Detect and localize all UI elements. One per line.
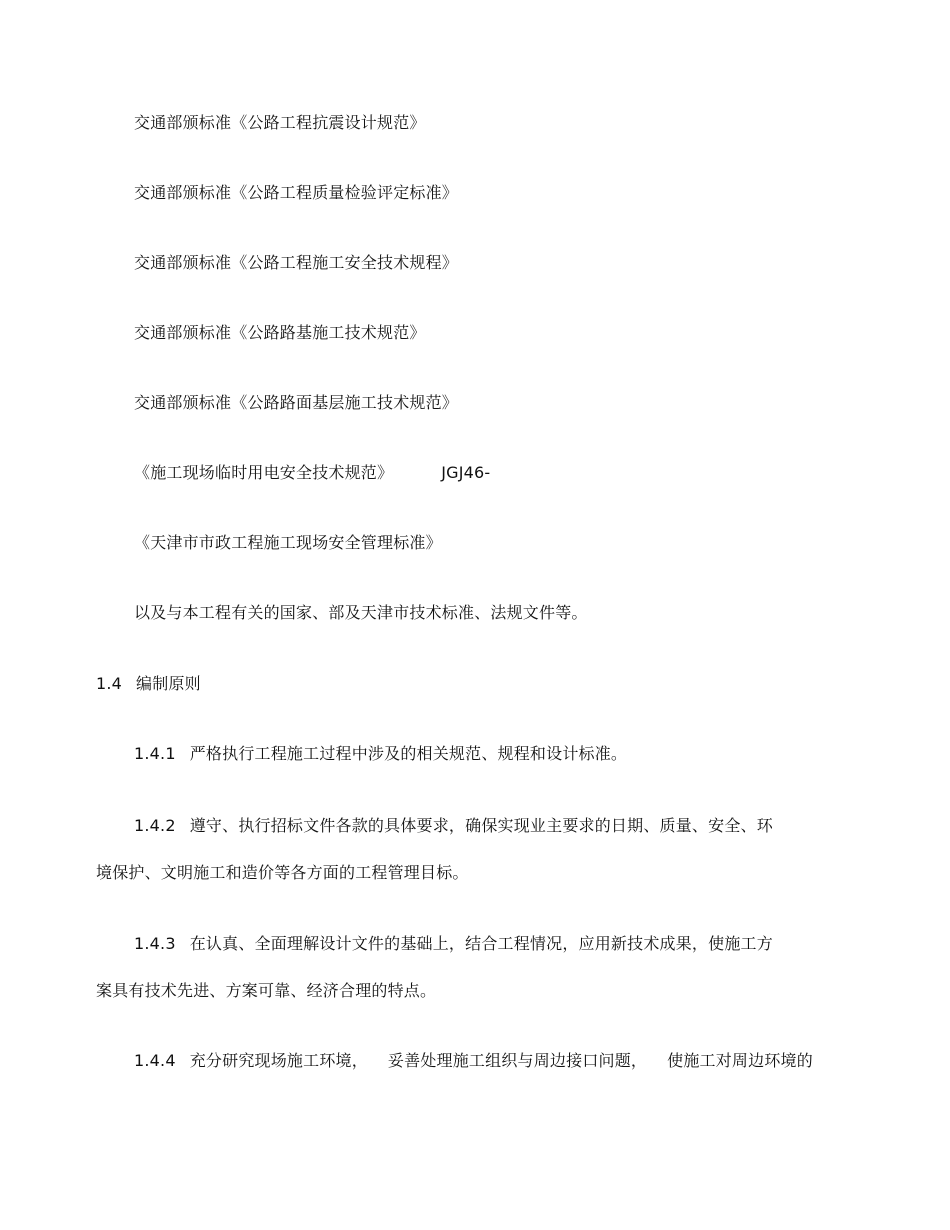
principle-3-text-1: 在认真、全面理解设计文件的基础上，结合工程情况，应用新技术成果，使施工方: [189, 934, 773, 953]
tianjin-standard: 《天津市市政工程施工现场安全管理标准》: [134, 533, 442, 552]
principle-2-number: 1.4.2: [134, 816, 176, 835]
standard-item-5: 交通部颁标准《公路路面基层施工技术规范》: [134, 393, 459, 412]
principle-1-number: 1.4.1: [134, 744, 176, 763]
electric-standard-code: JGJ46-: [441, 463, 491, 482]
electric-standard-line: [134, 462, 490, 484]
standard-item-3: 交通部颁标准《公路工程施工安全技术规程》: [134, 253, 459, 272]
section-title: 编制原则: [136, 674, 201, 693]
principle-1-text: 严格执行工程施工过程中涉及的相关规范、规程和设计标准。: [189, 744, 628, 763]
electric-standard-name: 《施工现场临时用电安全技术规范》: [134, 463, 394, 482]
principle-1: [134, 743, 627, 765]
section-number: 1.4: [96, 674, 123, 693]
principle-3-line-1: [134, 933, 773, 955]
principle-4-text-c: 使施工对周边环境的: [667, 1051, 813, 1070]
principle-2-line-1: [134, 815, 773, 837]
principle-3-number: 1.4.3: [134, 934, 176, 953]
other-standards: 以及与本工程有关的国家、部及天津市技术标准、法规文件等。: [134, 603, 588, 622]
principle-2-text-1: 遵守、执行招标文件各款的具体要求，确保实现业主要求的日期、质量、安全、环: [189, 816, 773, 835]
principle-4-text-b: 妥善处理施工组织与周边接口问题，: [387, 1051, 648, 1070]
principle-4-line-1: [134, 1050, 813, 1072]
standard-item-1: 交通部颁标准《公路工程抗震设计规范》: [134, 113, 426, 132]
standard-item-4: 交通部颁标准《公路路基施工技术规范》: [134, 323, 426, 342]
standard-item-2: 交通部颁标准《公路工程质量检验评定标准》: [134, 183, 459, 202]
principle-4-text-a: 充分研究现场施工环境，: [189, 1051, 368, 1070]
principle-2-text-2: 境保护、文明施工和造价等各方面的工程管理目标。: [96, 863, 469, 882]
section-heading: [96, 673, 201, 695]
principle-4-number: 1.4.4: [134, 1051, 176, 1070]
principle-3-text-2: 案具有技术先进、方案可靠、经济合理的特点。: [96, 981, 437, 1000]
